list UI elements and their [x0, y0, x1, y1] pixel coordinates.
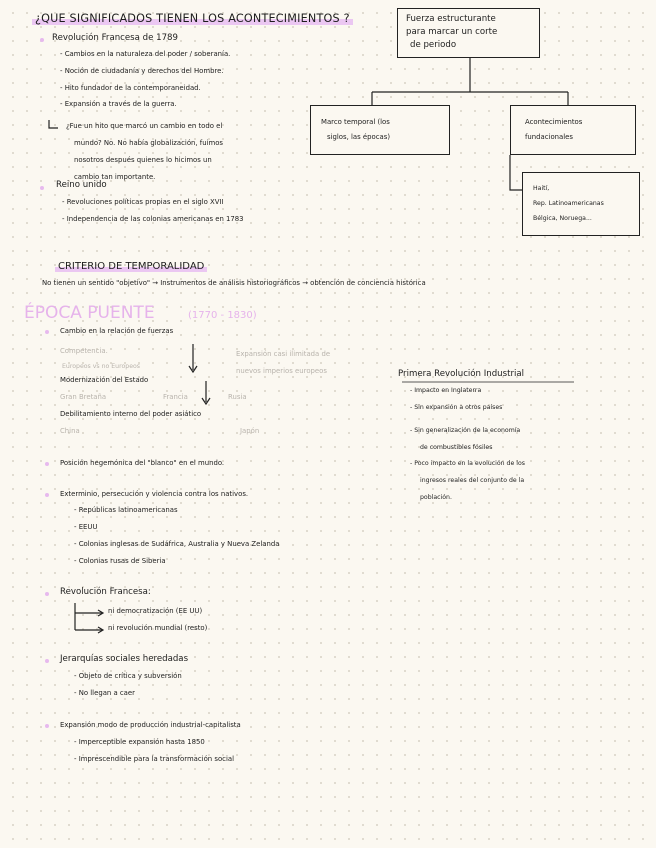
list-item: - Independencia de las colonias americanas en 1783	[62, 215, 244, 223]
bullet	[45, 592, 49, 596]
modernizacion: Modernización del Estado	[60, 376, 149, 384]
list-item: - Objeto de crítica y subversión	[74, 672, 182, 680]
posicion-hegemonica: Posición hegemónica del "blanco" en el mundo.	[60, 459, 225, 467]
jerarquias: Jerarquías sociales heredadas	[60, 654, 189, 664]
francia: Francia	[163, 393, 188, 401]
diagram-acontecimientos-box: Acontecimientos fundacionales	[510, 105, 636, 155]
primera-revolucion-heading: Primera Revolución Industrial	[398, 369, 525, 379]
competencia: Competencia.	[60, 347, 108, 355]
list-item: - Hito fundador de la contemporaneidad.	[60, 84, 201, 92]
debilitamiento: Debilitamiento interno del poder asiático	[60, 410, 202, 418]
bullet	[45, 330, 49, 334]
list-item: - Imprescendible para la transformación social	[74, 755, 235, 763]
list-item: - Sin generalización de la economía de combustibles fósiles	[410, 427, 521, 451]
list-item: - Poco impacto en la evolución de los ingresos reales del conjunto de la población.	[410, 460, 525, 501]
list-item: ni revolución mundial (resto)	[108, 624, 208, 632]
list-item: - Noción de ciudadanía y derechos del Hombre.	[60, 67, 224, 75]
expansion-imperios: Expansión casi ilimitada de nuevos imperios europeos	[236, 350, 331, 375]
bullet	[40, 186, 44, 190]
bullet	[45, 462, 49, 466]
china: China	[60, 427, 80, 435]
list-item: - Expansión a través de la guerra.	[60, 100, 177, 108]
criterio-heading: CRITERIO DE TEMPORALIDAD	[55, 262, 207, 272]
rev-francesa-heading: Revolución Francesa de 1789	[52, 33, 178, 43]
list-item: - Cambios en la naturaleza del poder / soberanía.	[60, 50, 231, 58]
page-title: ¿QUE SIGNIFICADOS TIENEN LOS ACONTECIMIENTOS ?	[32, 13, 353, 24]
list-item: - Sin expansión a otros países	[410, 404, 503, 411]
gran-bretana: Gran Bretaña	[60, 393, 107, 401]
list-item: - EEUU	[74, 523, 98, 531]
diagram-examples-box: Haití, Rep. Latinoamericanas Bélgica, Noruega...	[522, 172, 640, 236]
diagram-root-box: Fuerza estructurante para marcar un corte de periodo	[397, 8, 540, 58]
revolucion-francesa-2: Revolución Francesa:	[60, 587, 151, 597]
arrow-note: ¿Fue un hito que marcó un cambio en todo el mundo? No. No había globalización, fuimos nosotros después quienes lo hicimos un cambio tan importante.	[66, 122, 224, 181]
europeos: Europeos vs no Europeos	[62, 363, 141, 370]
list-item: - Colonias rusas de Siberia	[74, 557, 166, 565]
list-item: - Colonias inglesas de Sudáfrica, Australia y Nueva Zelanda	[74, 540, 280, 548]
reino-unido-heading: Reino unido	[56, 180, 107, 190]
list-item: - Imperceptible expansión hasta 1850	[74, 738, 205, 746]
cambio-relacion: Cambio en la relación de fuerzas	[60, 327, 174, 335]
japon: Japón	[240, 427, 260, 435]
bullet	[40, 38, 44, 42]
bullet	[45, 493, 49, 497]
exterminio: Exterminio, persecución y violencia contra los nativos.	[60, 490, 249, 498]
rusia: Rusia	[228, 393, 247, 401]
criterio-line: No tienen un sentido "objetivo" → Instrumentos de análisis historiográficos → obtención de conciencia histórica	[42, 279, 426, 287]
bullet	[45, 659, 49, 663]
diagram-marco-temporal-box: Marco temporal (los siglos, las épocas)	[310, 105, 450, 155]
list-item: - Repúblicas latinoamericanas	[74, 506, 178, 514]
expansion-modo: Expansión modo de producción industrial-capitalista	[60, 721, 241, 729]
epoca-puente-heading: ÉPOCA PUENTE	[24, 303, 155, 323]
list-item: ni democratización (EE UU)	[108, 607, 203, 615]
list-item: - No llegan a caer	[74, 689, 135, 697]
bullet	[45, 724, 49, 728]
list-item: - Revoluciones políticas propias en el siglo XVII	[62, 198, 224, 206]
epoca-puente-years: (1770 - 1830)	[188, 310, 257, 321]
list-item: - Impacto en Inglaterra	[410, 387, 482, 394]
